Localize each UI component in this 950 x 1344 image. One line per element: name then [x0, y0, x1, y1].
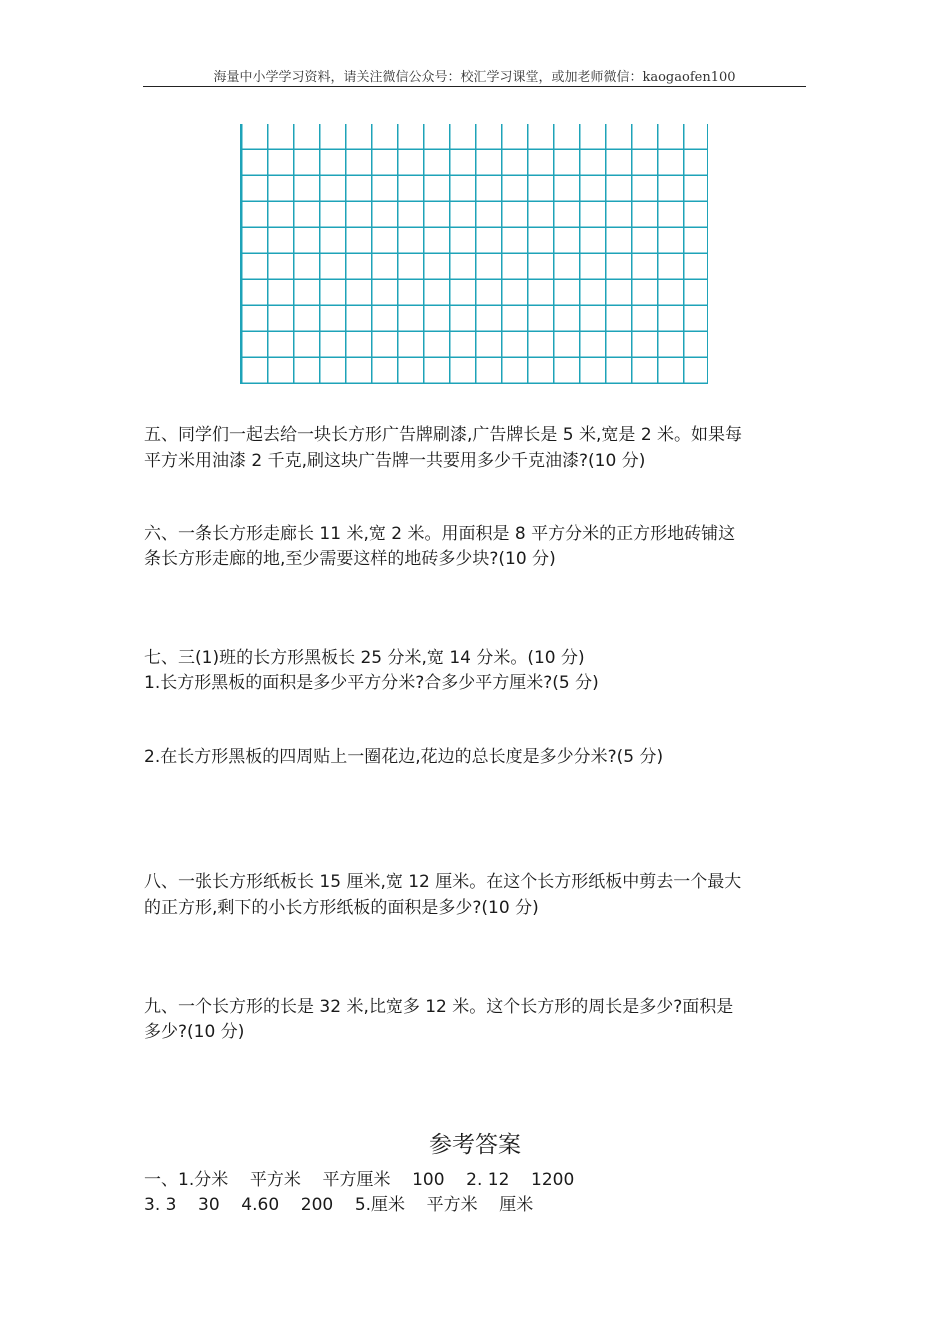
question-9-line-1: 九、一个长方形的长是 32 米,比宽多 12 米。这个长方形的周长是多少?面积是 — [144, 997, 734, 1017]
answers-line-2: 3. 3 30 4.60 200 5.厘米 平方米 厘米 — [144, 1195, 534, 1215]
answer-grid — [240, 124, 708, 384]
question-6-line-2: 条长方形走廊的地,至少需要这样的地砖多少块?(10 分) — [144, 549, 556, 569]
page-header: 海量中小学学习资料，请关注微信公众号：校汇学习课堂，或加老师微信：kaogaofen100 — [213, 70, 736, 85]
question-5-line-1: 五、同学们一起去给一块长方形广告牌刷漆,广告牌长是 5 米,宽是 2 米。如果每 — [144, 425, 743, 445]
answers-line-1: 一、1.分米 平方米 平方厘米 100 2. 12 1200 — [144, 1170, 575, 1190]
question-8-line-1: 八、一张长方形纸板长 15 厘米,宽 12 厘米。在这个长方形纸板中剪去一个最大 — [144, 872, 742, 892]
question-5-line-2: 平方米用油漆 2 千克,刷这块广告牌一共要用多少千克油漆?(10 分) — [144, 451, 646, 471]
question-7-sub-2: 2.在长方形黑板的四周贴上一圈花边,花边的总长度是多少分米?(5 分) — [144, 747, 664, 767]
answers-title: 参考答案 — [429, 1132, 521, 1158]
header-rule — [143, 86, 806, 87]
question-8-line-2: 的正方形,剩下的小长方形纸板的面积是多少?(10 分) — [144, 898, 539, 918]
question-9-line-2: 多少?(10 分) — [144, 1022, 245, 1042]
question-7-line-1: 七、三(1)班的长方形黑板长 25 分米,宽 14 分米。(10 分) — [144, 648, 585, 668]
question-7-sub-1: 1.长方形黑板的面积是多少平方分米?合多少平方厘米?(5 分) — [144, 673, 599, 693]
question-6-line-1: 六、一条长方形走廊长 11 米,宽 2 米。用面积是 8 平方分米的正方形地砖铺这 — [144, 524, 736, 544]
